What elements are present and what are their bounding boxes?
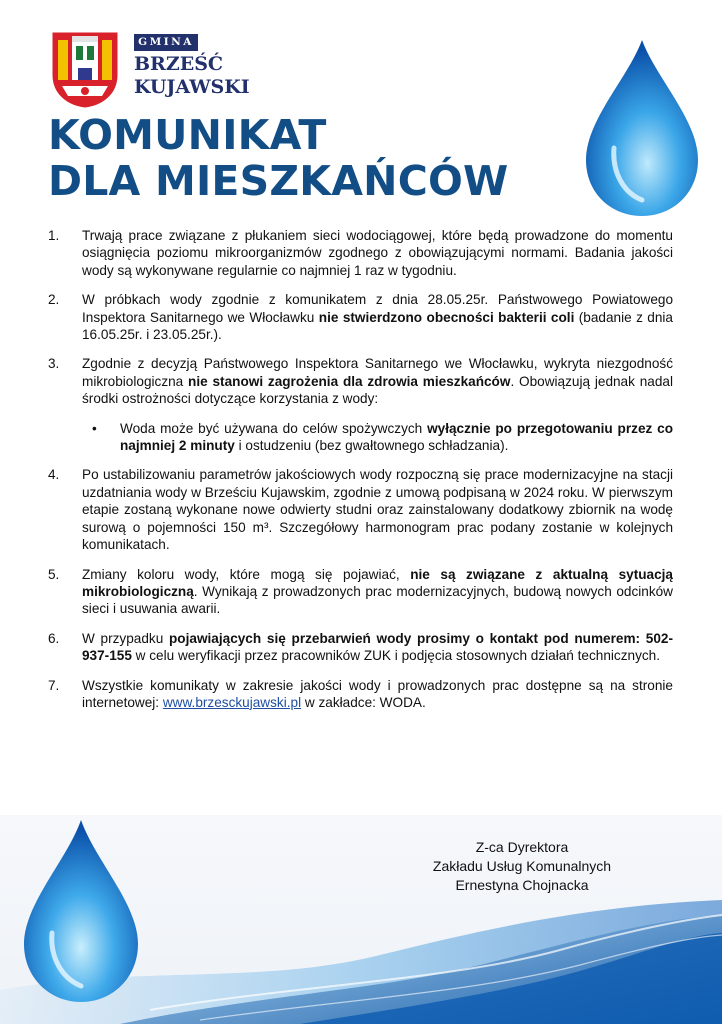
coat-of-arms-logo [50, 30, 120, 110]
bullet: • [92, 420, 97, 436]
item-number: 3. [48, 356, 60, 372]
website-link[interactable]: www.brzesckujawski.pl [162, 694, 302, 710]
item-emphasis: nie są związane z aktualną sytuacją mikrobiologiczną [82, 566, 673, 599]
item-text: Trwają prace związane z płukaniem sieci wodociągowej, które będą prowadzone do momentu osiągnięcia poziomu mikroorganizmów zgodnego z obowiązującymi normami. Badania jakości wody są wykonywane regularnie co najmniej 1 raz w tygodniu. [82, 228, 673, 278]
page-title [48, 112, 508, 204]
item-number: 5. [48, 566, 60, 582]
signature-institution: Zakładu Usług Komunalnych [432, 858, 612, 874]
signature-block [412, 838, 632, 895]
list-item [48, 677, 673, 712]
item-text: . Wynikają z prowadzonych prac modernizacyjnych, budową nowych odcinków sieci i usuwania awarii. [82, 583, 673, 617]
item-text: (badanie z dnia 16.05.25r. i 23.05.25r.). [82, 309, 673, 343]
city-name-line2: KUJAWSKI [134, 76, 250, 98]
municipality-name [134, 53, 250, 99]
list-item [48, 466, 673, 553]
sub-list-item [82, 420, 673, 455]
item-text: Zgodnie z decyzją Państwowego Inspektora Sanitarnego we Włocławku, wykryta niezgodność mikrobiologiczna [82, 356, 673, 389]
item-text: Woda może być używana do celów spożywczych [120, 420, 428, 436]
item-text: Po ustabilizowaniu parametrów jakościowych wody rozpoczną się prace modernizacyjne na stacji uzdatniania wody w Brześciu Kujawskim, zgodnie z umową podpisaną w 2024 roku. W pierwszym etapie zostaną wykonane nowe odwierty studni oraz zainstalowany dodatkowy zbiornik na wodę surową o pojemności 150 m³. Szczegółowy harmonogram prac podany zostanie w kolejnych komunikatach. [82, 467, 673, 553]
item-number: 2. [48, 292, 60, 308]
item-text: w zakładce: WODA. [301, 694, 426, 710]
item-emphasis: nie stanowi zagrożenia dla zdrowia mieszkańców [188, 373, 511, 389]
list-item [48, 630, 673, 665]
item-text: i ostudzeniu (bez gwałtownego schładzania). [234, 438, 509, 454]
item-emphasis: nie stwierdzono obecności bakterii coli [318, 309, 575, 325]
water-drop-icon [584, 38, 700, 218]
title-line2: DLA MIESZKAŃCÓW [48, 157, 509, 205]
item-text: Wszystkie komunikaty w zakresie jakości wody i prowadzonych prac dostępne są na stronie internetowej: [82, 677, 673, 710]
city-name-line1: BRZEŚĆ [134, 53, 224, 75]
item-text: Zmiany koloru wody, które mogą się pojawiać, [82, 566, 411, 582]
item-number: 4. [48, 467, 60, 483]
item-text: w celu weryfikacji przez pracowników ZUK i podjęcia stosownych działań technicznych. [131, 648, 661, 664]
item-number: 6. [48, 630, 60, 646]
item-text: . Obowiązują jednak nadal środki ostrożności dotyczące korzystania z wody: [82, 373, 673, 407]
item-emphasis: wyłącznie po przegotowaniu przez co najmniej 2 minuty [120, 420, 673, 454]
title-line1: KOMUNIKAT [48, 111, 327, 159]
list-item [48, 355, 673, 454]
item-number: 7. [48, 677, 60, 693]
gmina-label: GMINA [134, 34, 198, 51]
water-drop-icon [22, 818, 140, 1004]
item-text: W próbkach wody zgodnie z komunikatem z dnia 28.05.25r. Państwowego Powiatowego Inspektora Sanitarnego we Włocławku [82, 292, 673, 325]
item-number: 1. [48, 228, 60, 243]
list-item [48, 227, 673, 279]
list-item [48, 291, 673, 343]
item-emphasis: pojawiających się przebarwień wody prosimy o kontakt pod numerem: 502-937-155 [82, 630, 673, 664]
signature-title: Z-ca Dyrektora [475, 839, 569, 855]
item-text: W przypadku [82, 630, 169, 646]
announcement-list [48, 227, 673, 723]
list-item [48, 566, 673, 618]
signature-name: Ernestyna Chojnacka [455, 877, 589, 893]
